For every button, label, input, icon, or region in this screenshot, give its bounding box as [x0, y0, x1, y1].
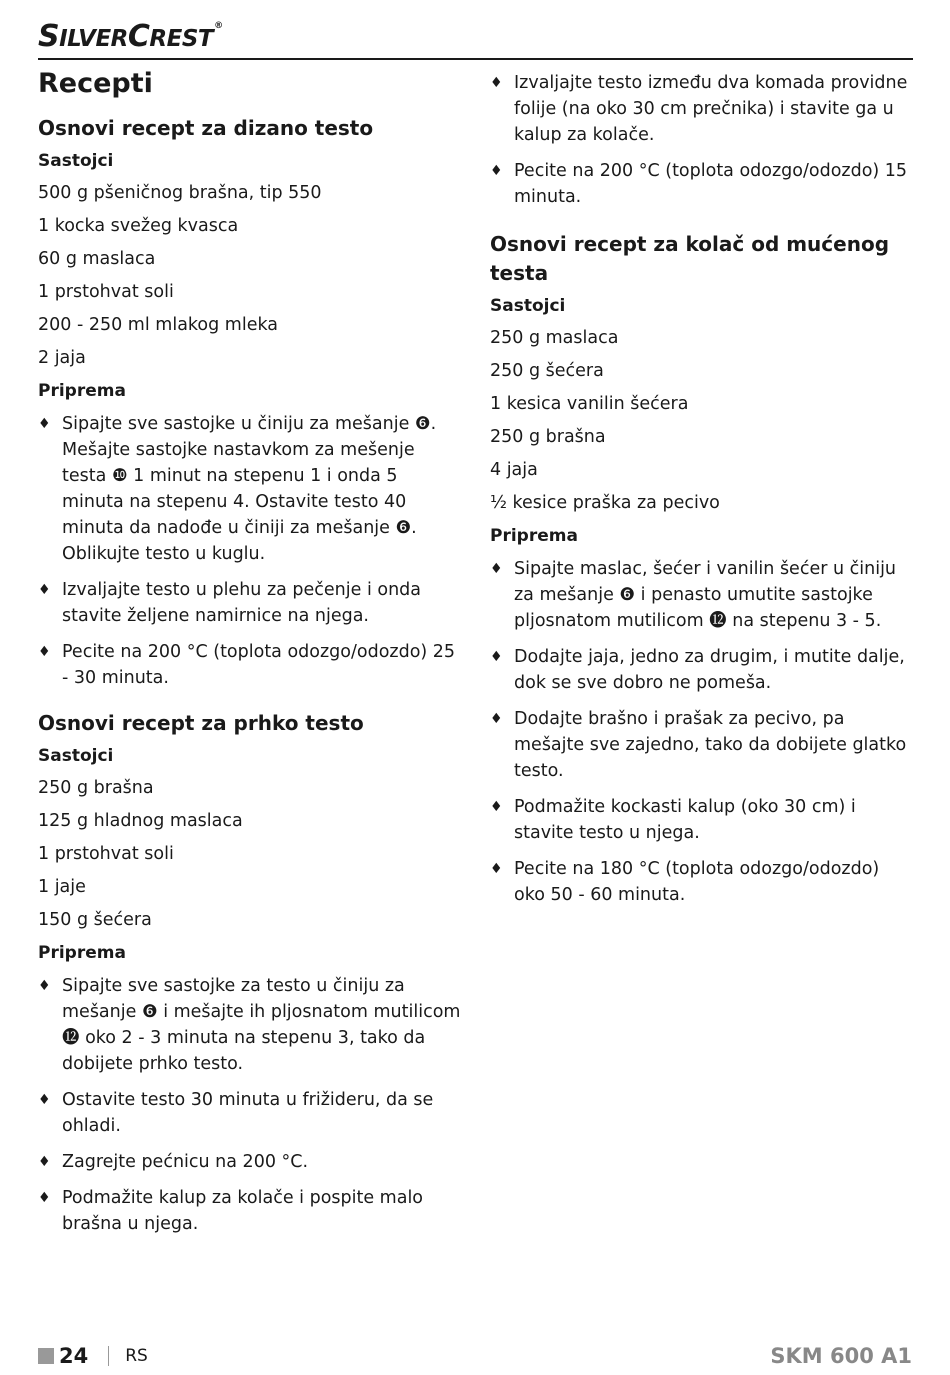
ingredients-list [38, 181, 463, 371]
ingredient-item: 1 kesica vanilin šećera [490, 394, 689, 414]
step-item [38, 639, 463, 691]
steps-list-continued [490, 70, 915, 210]
diamond-bullet-icon: ♦ [490, 861, 503, 877]
diamond-bullet-icon: ♦ [38, 1092, 51, 1109]
step-item [490, 158, 915, 210]
step-text: Sipajte maslac, šećer i vanilin šećer u činiju za mešanje ❻ i penasto umutite sastojke pljosnatom mutilicom ⓬ na stepenu 3 - 5. [514, 559, 897, 631]
brand-logo: SILVERCREST® [38, 19, 223, 54]
recipe-sponge-cake [490, 230, 915, 908]
step-text: Izvaljajte testo u plehu za pečenje i onda stavite željene namirnice na njega. [62, 580, 422, 627]
ingredient-item: 250 g maslaca [490, 328, 619, 348]
footer-square-icon [38, 1348, 54, 1364]
header-rule [38, 58, 913, 60]
ingredient-item: 125 g hladnog maslaca [38, 811, 243, 832]
step-item [490, 794, 915, 846]
ingredient-item: 1 prstohvat soli [38, 844, 174, 865]
diamond-bullet-icon: ♦ [38, 978, 51, 995]
language-code: RS [125, 1346, 148, 1366]
diamond-bullet-icon: ♦ [490, 163, 503, 179]
step-item [490, 856, 915, 908]
page-title: Recepti [38, 68, 153, 99]
step-item [38, 577, 463, 629]
ingredients-list [38, 776, 463, 933]
recipe-yeast-dough [38, 114, 463, 691]
step-text: Pecite na 200 °C (toplota odozgo/odozdo) 15 minuta. [514, 161, 908, 207]
step-item [490, 70, 915, 148]
step-text: Dodajte jaja, jedno za drugim, i mutite dalje, dok se sve dobro ne pomeša. [514, 647, 905, 693]
model-number: SKM 600 A1 [770, 1344, 912, 1368]
steps-list [38, 411, 463, 691]
recipe-title: Osnovi recept za kolač od mućenog testa [490, 232, 890, 285]
preparation-heading: Priprema [490, 526, 578, 546]
step-text: Dodajte brašno i prašak za pecivo, pa mešajte sve zajedno, tako da dobijete glatko testo. [514, 709, 907, 781]
diamond-bullet-icon: ♦ [38, 416, 51, 433]
step-item [490, 644, 915, 696]
ingredients-heading: Sastojci [38, 746, 114, 767]
step-text: Ostavite testo 30 minuta u frižideru, da se ohladi. [62, 1090, 434, 1137]
preparation-heading: Priprema [38, 943, 126, 964]
step-item [38, 1087, 463, 1139]
step-item [490, 556, 915, 634]
footer-divider [108, 1346, 109, 1366]
step-text: Sipajte sve sastojke za testo u činiju za mešanje ❻ i mešajte ih pljosnatom mutilicom ⓬ oko 2 - 3 minuta na stepenu 3, tako da dobijete prhko testo. [62, 976, 461, 1075]
step-text: Izvaljajte testo između dva komada providne folije (na oko 30 cm prečnika) i stavite ga u kalup za kolače. [514, 73, 908, 145]
recipe-shortcrust-dough [38, 709, 463, 1237]
step-text: Pecite na 200 °C (toplota odozgo/odozdo) 25 - 30 minuta. [62, 642, 456, 689]
diamond-bullet-icon: ♦ [38, 1154, 51, 1171]
ingredient-item: 1 jaje [38, 877, 86, 898]
diamond-bullet-icon: ♦ [490, 75, 503, 91]
ingredients-heading: Sastojci [38, 151, 114, 172]
step-text: Podmažite kockasti kalup (oko 30 cm) i stavite testo u njega. [514, 797, 856, 843]
right-column [490, 66, 915, 926]
ingredient-item: 150 g šećera [38, 910, 152, 931]
diamond-bullet-icon: ♦ [38, 1190, 51, 1207]
diamond-bullet-icon: ♦ [38, 582, 51, 599]
page-number: 24 [59, 1344, 89, 1368]
preparation-heading: Priprema [38, 381, 126, 402]
footer-left [38, 1344, 148, 1368]
ingredient-item: 250 g šećera [490, 361, 604, 381]
ingredient-item: 250 g brašna [490, 427, 606, 447]
step-text: Zagrejte pećnicu na 200 °C. [62, 1152, 309, 1173]
ingredient-item: 200 - 250 ml mlakog mleka [38, 315, 279, 336]
steps-list [38, 973, 463, 1237]
ingredient-item: 60 g maslaca [38, 249, 156, 270]
ingredient-item: 1 kocka svežeg kvasca [38, 216, 239, 237]
recipe-title: Osnovi recept za prhko testo [38, 711, 364, 736]
step-text: Sipajte sve sastojke u činiju za mešanje ❻. Mešajte sastojke nastavkom za mešenje testa ❿ 1 minut na stepenu 1 i onda 5 minuta na stepenu 4. Ostavite testo 40 minuta da nadođe u činiji za mešanje ❻. Oblikujte testo u kuglu. [62, 414, 437, 565]
ingredient-item: 500 g pšeničnog brašna, tip 550 [38, 183, 322, 204]
left-column [38, 66, 463, 1255]
diamond-bullet-icon: ♦ [490, 799, 503, 815]
diamond-bullet-icon: ♦ [490, 711, 503, 727]
step-item [38, 411, 463, 567]
ingredient-item: 4 jaja [490, 460, 538, 480]
diamond-bullet-icon: ♦ [490, 561, 503, 577]
ingredient-item: 250 g brašna [38, 778, 154, 799]
ingredient-item: ½ kesice praška za pecivo [490, 493, 720, 513]
ingredient-item: 2 jaja [38, 348, 86, 369]
step-item [38, 1149, 463, 1175]
ingredients-heading: Sastojci [490, 296, 566, 316]
steps-list [490, 556, 915, 908]
diamond-bullet-icon: ♦ [38, 644, 51, 661]
step-text: Pecite na 180 °C (toplota odozgo/odozdo) oko 50 - 60 minuta. [514, 859, 880, 905]
diamond-bullet-icon: ♦ [490, 649, 503, 665]
ingredient-item: 1 prstohvat soli [38, 282, 174, 303]
recipe-title: Osnovi recept za dizano testo [38, 116, 374, 141]
step-item [490, 706, 915, 784]
ingredients-list [490, 326, 915, 516]
step-item [38, 1185, 463, 1237]
step-text: Podmažite kalup za kolače i pospite malo brašna u njega. [62, 1188, 424, 1235]
step-item [38, 973, 463, 1077]
